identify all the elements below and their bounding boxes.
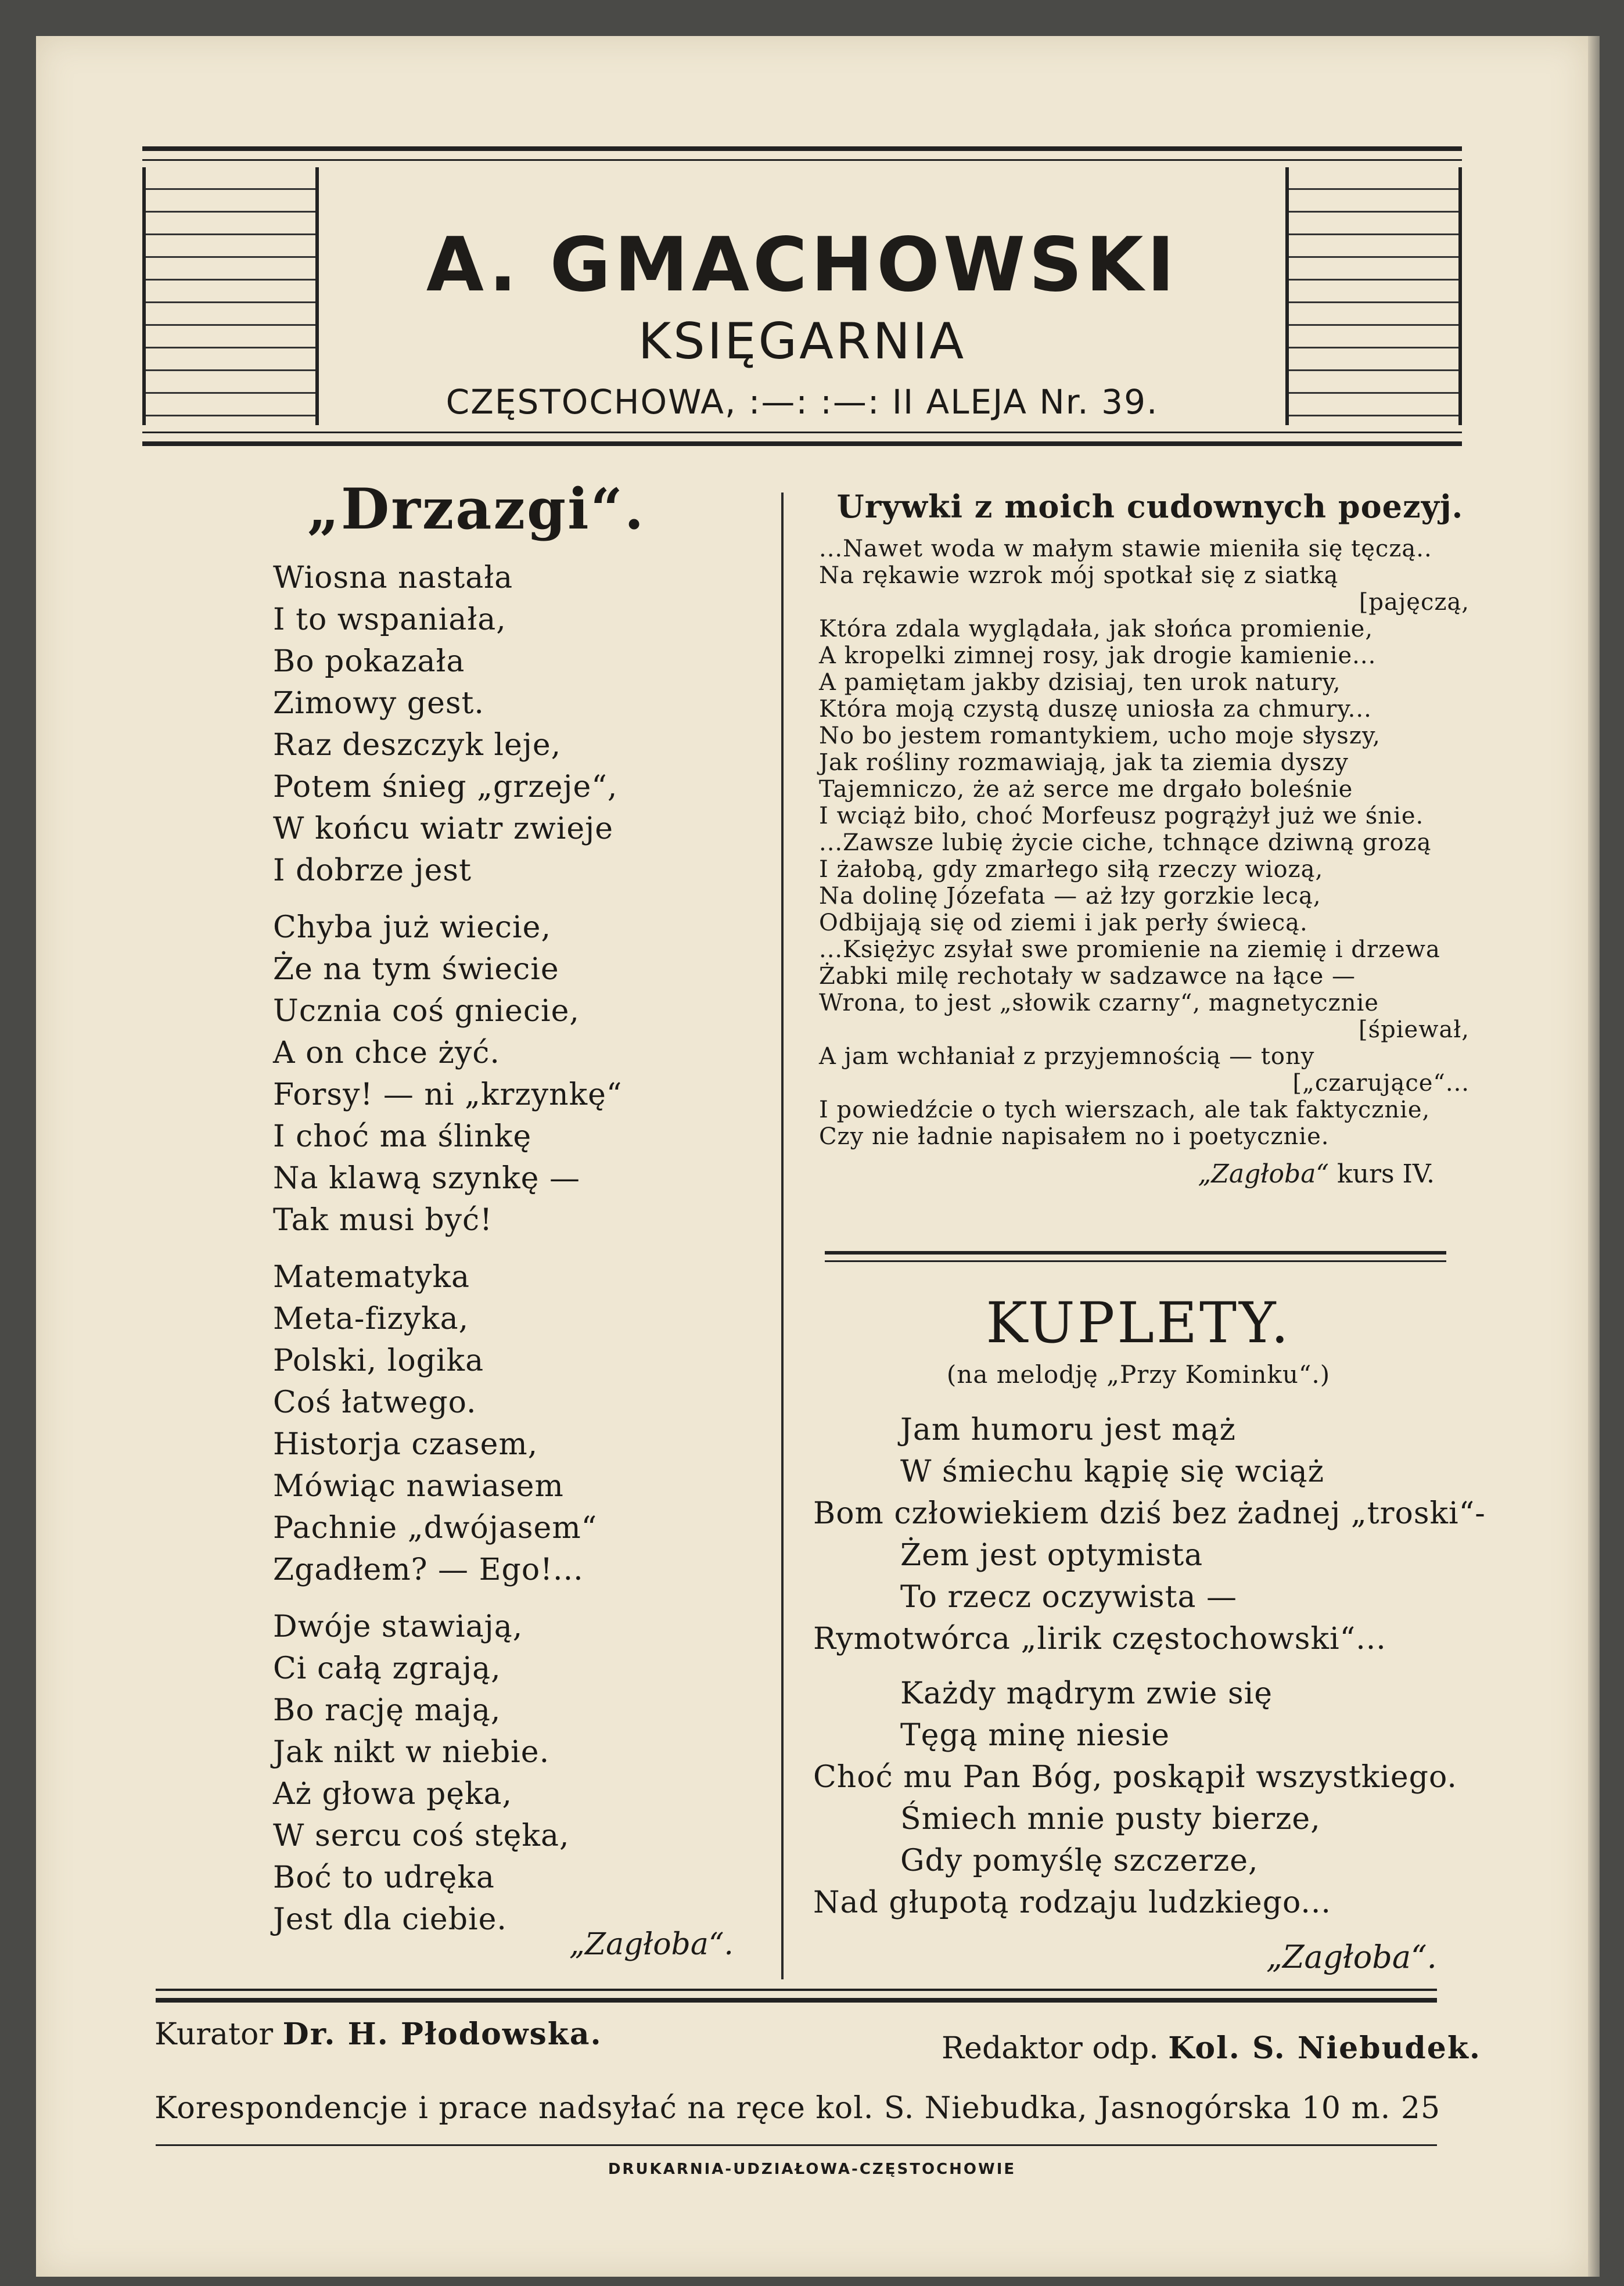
poem-line: Śmiech mnie pusty bierze,: [900, 1802, 1321, 1836]
left-column: [273, 476, 773, 1940]
prose-line: [„czarujące“...: [1292, 1070, 1469, 1097]
printer-imprint: DRUKARNIA-UDZIAŁOWA-CZĘSTOCHOWIE: [608, 2161, 1016, 2178]
banner-subtitle: KSIĘGARNIA: [638, 312, 967, 371]
prose-line: ...Zawsze lubię życie ciche, tchnące dziwną grozą: [819, 829, 1432, 856]
column-divider: [781, 493, 784, 1979]
prose-line: Czy nie ładnie napisałem no i poetycznie.: [819, 1123, 1330, 1150]
poem-line: Dwóje stawiają,: [273, 1609, 523, 1644]
poem-stanza: [273, 1256, 773, 1591]
prose-line: Tajemniczo, że aż serce me drgało boleśnie: [819, 776, 1353, 803]
editor-name: Kol. S. Niebudek.: [1168, 2030, 1481, 2066]
poem-line: Chyba już wiecie,: [273, 910, 551, 945]
poem-line: Historja czasem,: [273, 1427, 538, 1462]
poem-line: Zimowy gest.: [273, 686, 484, 721]
poem-stanza: [273, 1606, 773, 1940]
prose-line: No bo jestem romantykiem, ucho moje słyszy,: [819, 723, 1381, 749]
kuplety-poem: [813, 1409, 1486, 1924]
kuplety-title: KUPLETY.: [986, 1291, 1291, 1356]
poem-title: „Drzazgi“.: [307, 476, 646, 542]
poem-line: Jak nikt w niebie.: [273, 1735, 550, 1770]
kuplety-signature: „Zagłoba“.: [1266, 1939, 1437, 1975]
signature-class: kurs IV.: [1336, 1159, 1435, 1189]
urywki-text: [819, 535, 1469, 1150]
poem-line: Bom człowiekiem dziś bez żadnej „troski“-: [813, 1496, 1486, 1531]
poem-line: W śmiechu kąpię się wciąż: [900, 1454, 1325, 1489]
prose-line: ...Nawet woda w małym stawie mieniła się tęczą..: [819, 535, 1432, 562]
poem-line: W końcu wiatr zwieje: [273, 811, 614, 846]
banner-title: A. GMACHOWSKI: [426, 222, 1179, 308]
poem-line: Żem jest optymista: [900, 1538, 1203, 1573]
banner-rule-bottom: [142, 432, 1462, 433]
poem-line: Aż głowa pęka,: [273, 1777, 513, 1811]
poem-line: I choć ma ślinkę: [273, 1119, 532, 1154]
ruled-box-right: [1285, 167, 1462, 425]
poem-line: I dobrze jest: [273, 853, 472, 888]
poem-line: Boć to udręka: [273, 1860, 495, 1895]
prose-line: ...Księżyc zsyłał swe promienie na ziemię i drzewa: [819, 936, 1440, 963]
section-separator: [825, 1251, 1446, 1262]
poem-line: Gdy pomyślę szczerze,: [900, 1843, 1259, 1878]
footer-rule-thick: [156, 1998, 1437, 2003]
poem-drzazgi: [273, 557, 773, 1940]
signature-name: „Zagłoba“: [1198, 1159, 1329, 1189]
poem-line: Mówiąc nawiasem: [273, 1469, 564, 1504]
poem-line: Bo pokazała: [273, 644, 465, 679]
poem-line: Ci całą zgrają,: [273, 1651, 501, 1686]
correspondence-note: Korespondencje i prace nadsyłać na ręce kol. S. Niebudka, Jasnogórska 10 m. 25: [155, 2091, 1441, 2126]
curator-label: Kurator: [155, 2017, 274, 2052]
page-edge: [1588, 36, 1600, 2277]
prose-line: Jak rośliny rozmawiają, jak ta ziemia dyszy: [819, 749, 1349, 776]
poem-line: Ucznia coś gniecie,: [273, 994, 580, 1029]
prose-line: [pajęczą,: [1359, 589, 1469, 616]
prose-line: A kropelki zimnej rosy, jak drogie kamienie...: [819, 642, 1377, 669]
poem-line: Bo rację mają,: [273, 1693, 501, 1728]
curator-credit: [155, 2017, 602, 2052]
poem-line: W sercu coś stęka,: [273, 1818, 570, 1853]
poem-line: Jam humoru jest mąż: [900, 1412, 1236, 1447]
poem-line: Matematyka: [273, 1260, 470, 1295]
poem-line: Zgadłem? — Ego!...: [273, 1552, 584, 1587]
poem-line: To rzecz oczywista —: [900, 1580, 1238, 1615]
poem-line: Meta-fizyka,: [273, 1302, 469, 1336]
prose-line: I żałobą, gdy zmarłego siłą rzeczy wiozą,: [819, 856, 1324, 883]
curator-name: Dr. H. Płodowska.: [282, 2017, 602, 2052]
poem-line: Forsy! — ni „krzynkę“: [273, 1077, 623, 1112]
kuplety-subtitle: (na melodję „Przy Kominku“.): [946, 1360, 1331, 1389]
poem-line: Coś łatwego.: [273, 1385, 477, 1420]
poem-line: Potem śnieg „grzeje“,: [273, 770, 618, 804]
right-column: [819, 488, 1469, 1189]
poem-line: Każdy mądrym zwie się: [900, 1676, 1273, 1711]
poem-stanza: [273, 907, 773, 1241]
poem-line: Tak musi być!: [273, 1203, 493, 1238]
prose-line: I wciąż biło, choć Morfeusz pogrążył już we śnie.: [819, 803, 1424, 829]
prose-line: Która zdala wyglądała, jak słońca promienie,: [819, 616, 1374, 642]
bookstore-advertisement: [142, 146, 1462, 446]
prose-line: Która moją czystą duszę uniosła za chmury...: [819, 696, 1372, 723]
poem-signature: „Zagłoba“.: [569, 1927, 734, 1962]
section-title-urywki: Urywki z moich cudownych poezyj.: [836, 488, 1464, 525]
footer-rule: [156, 1989, 1437, 1991]
poem-line: Na klawą szynkę —: [273, 1161, 580, 1196]
ruled-box-left: [142, 167, 319, 425]
prose-line: Wrona, to jest „słowik czarny“, magnetycznie: [819, 990, 1379, 1016]
banner-rule-top: [142, 159, 1462, 161]
banner-address: CZĘSTOCHOWA, :—: :—: II ALEJA Nr. 39.: [445, 382, 1159, 422]
prose-line: Odbijają się od ziemi i jak perły świecą.: [819, 910, 1308, 936]
poem-line: Raz deszczyk leje,: [273, 728, 562, 763]
footer-rule-bottom: [156, 2144, 1437, 2146]
prose-line: I powiedźcie o tych wierszach, ale tak faktycznie,: [819, 1097, 1431, 1123]
editor-credit: [942, 2030, 1481, 2066]
poem-line: Że na tym świecie: [273, 952, 559, 987]
prose-line: [śpiewał,: [1359, 1016, 1469, 1043]
prose-line: A pamiętam jakby dzisiaj, ten urok natury,: [819, 669, 1341, 696]
prose-line: A jam wchłaniał z przyjemnością — tony: [819, 1043, 1315, 1070]
poem-stanza: [273, 557, 773, 892]
prose-line: Na rękawie wzrok mój spotkał się z siatką: [819, 562, 1339, 589]
prose-line: Żabki milę rechotały w sadzawce na łące —: [819, 963, 1356, 990]
poem-line: Choć mu Pan Bóg, poskąpił wszystkiego.: [813, 1760, 1457, 1795]
urywki-signature: [819, 1159, 1469, 1189]
poem-line: Polski, logika: [273, 1343, 484, 1378]
poem-line: Nad głupotą rodzaju ludzkiego...: [813, 1885, 1331, 1920]
poem-line: I to wspaniała,: [273, 602, 506, 637]
poem-line: A on chce żyć.: [273, 1036, 500, 1070]
poem-line: Pachnie „dwójasem“: [273, 1511, 598, 1545]
poem-line: Wiosna nastała: [273, 560, 513, 595]
poem-line: Tęgą minę niesie: [900, 1718, 1170, 1753]
poem-line: Jest dla ciebie.: [273, 1902, 507, 1937]
prose-line: Na dolinę Józefata — aż łzy gorzkie lecą,: [819, 883, 1321, 910]
poem-line: Rymotwórca „lirik częstochowski“...: [813, 1622, 1386, 1656]
editor-label: Redaktor odp.: [942, 2031, 1159, 2066]
